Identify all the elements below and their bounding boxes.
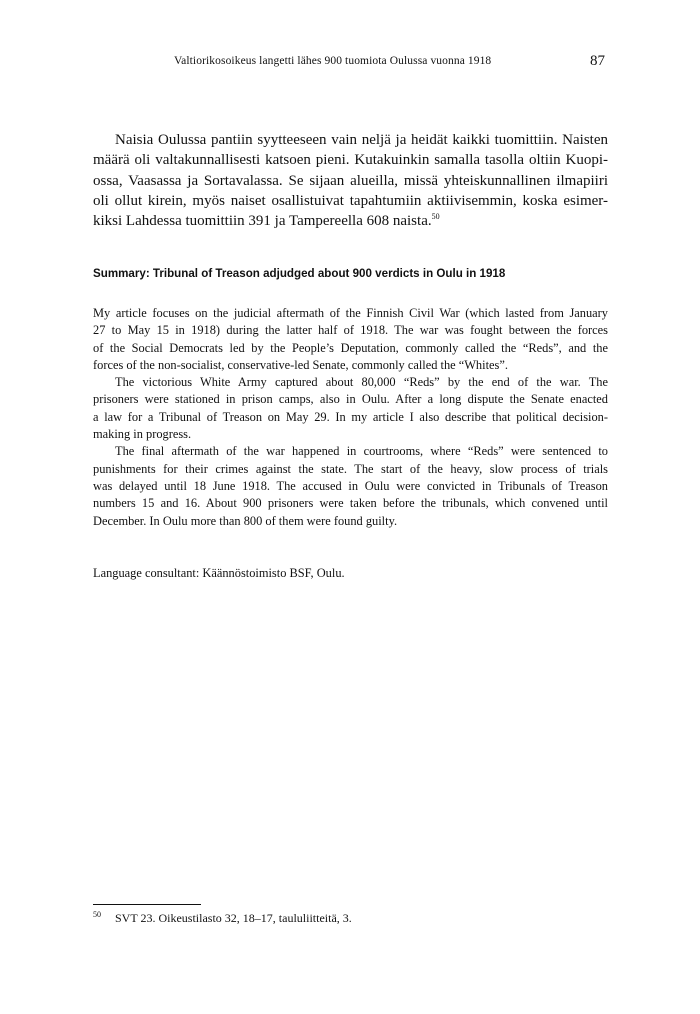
language-consultant-note: Language consultant: Käännöstoimisto BSF, Oulu.	[93, 566, 345, 580]
paragraph-line: Naisia Oulussa pantiin syytteeseen vain neljä ja heidät kaikki tuomittiin. Naisten	[115, 132, 608, 148]
summary-line: December. In Oulu more than 800 of them were found guilty.	[93, 513, 398, 528]
summary-line: numbers 15 and 16. About 900 prisoners were taken before the tribunals, which convened until	[93, 496, 608, 511]
summary-line: prisoners were stationed in prison camps, also in Oulu. After a long dispute the Senate enacted	[93, 392, 608, 407]
paragraph-line	[93, 211, 608, 231]
paragraph-line: oli ollut kirein, myös naiset osallistuivat tapahtumiin aktiivisemmin, koska esimer-	[93, 192, 608, 209]
summary-line: of the Social Democrats led by the People’s Deputation, commonly called the “Reds”, and the	[93, 340, 608, 355]
running-head-title: Valtiorikosoikeus langetti lähes 900 tuomiota Oulussa vuonna 1918	[174, 55, 492, 67]
summary-line: My article focuses on the judicial aftermath of the Finnish Civil War (which lasted from January	[93, 306, 608, 320]
summary-text	[93, 305, 608, 530]
footnote-divider	[93, 904, 201, 905]
summary-line: 27 to May 15 in 1918) during the latter half of 1918. The war was fought between the forces	[93, 323, 608, 338]
footnote	[93, 910, 352, 926]
paragraph-line-text: kiksi Lahdessa tuomittiin 391 ja Tampereella 608 naista.	[93, 213, 432, 230]
paragraph-line: määrä oli valtakunnallisesti katsoen pieni. Kutakuinkin samalla tasolla oltiin Kuopi-	[93, 152, 608, 169]
summary-line: The final aftermath of the war happened in courtrooms, where “Reds” were sentenced to	[115, 444, 608, 459]
footnote-text: SVT 23. Oikeustilasto 32, 18–17, taululiitteitä, 3.	[115, 911, 352, 925]
footnote-reference: 50	[431, 212, 440, 222]
finnish-paragraph	[93, 130, 608, 231]
paragraph-line: ossa, Vaasassa ja Sortavalassa. Se sijaan alueilla, missä yhteiskunnallinen ilmapiiri	[93, 172, 608, 189]
summary-line: was delayed until 18 June 1918. The accused in Oulu were convicted in Tribunals of Treason	[93, 478, 608, 493]
summary-line: making in progress.	[93, 427, 192, 442]
summary-line: The victorious White Army captured about 80,000 “Reds” by the end of the war. The	[115, 375, 608, 390]
summary-heading: Summary: Tribunal of Treason adjudged about 900 verdicts in Oulu in 1918	[93, 267, 506, 280]
summary-line: punishments for their crimes against the state. The start of the heavy, slow process of trials	[93, 461, 608, 476]
summary-line: a law for a Tribunal of Treason on May 29. In my article I also describe that political decision-	[93, 409, 608, 424]
footnote-number: 50	[93, 910, 101, 919]
page-number: 87	[590, 53, 605, 69]
summary-line: forces of the non-socialist, conservative-led Senate, commonly called the “Whites”.	[93, 357, 508, 372]
